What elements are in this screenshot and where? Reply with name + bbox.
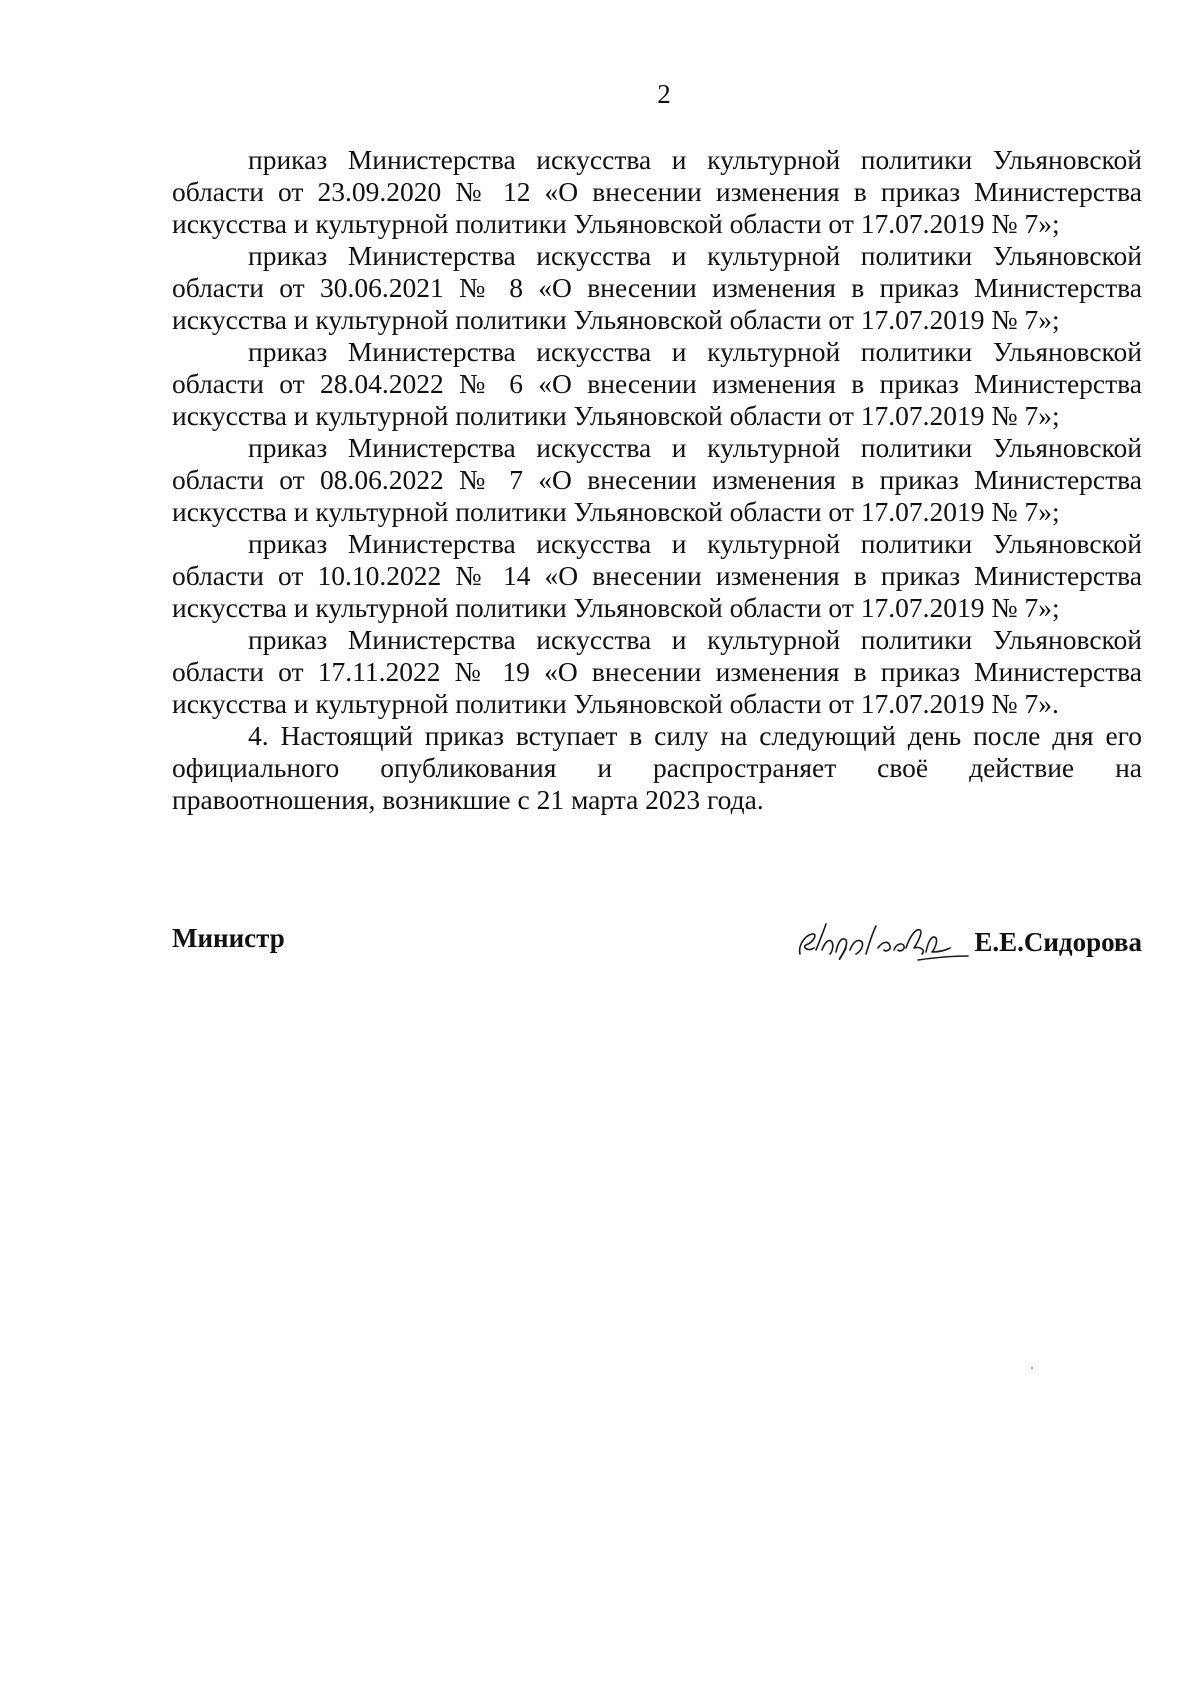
- paragraph-order-2021-06-30: приказ Министерства искусства и культурной политики Ульяновской области от 30.06.2021 № 8 «О внесении изменения в приказ Министерства искусства и культурной политики Ульяновской области от 17.07.2019 № 7»;: [172, 240, 1142, 335]
- paragraph-effective-date: 4. Настоящий приказ вступает в силу на следующий день после дня его официального опубликования и распространяет своё действие на правоотношения, возникшие с 21 марта 2023 года.: [172, 720, 1142, 815]
- signatory-name: Е.Е.Сидорова: [974, 927, 1142, 957]
- paragraph-order-2022-04-28: приказ Министерства искусства и культурной политики Ульяновской области от 28.04.2022 № 6 «О внесении изменения в приказ Министерства искусства и культурной политики Ульяновской области от 17.07.2019 № 7»;: [172, 336, 1142, 431]
- handwritten-signature-icon: [792, 912, 972, 962]
- signatory: [792, 912, 1142, 962]
- signature-block: [172, 922, 1142, 972]
- scan-speck: [1031, 1367, 1033, 1369]
- paragraph-order-2022-06-08: приказ Министерства искусства и культурной политики Ульяновской области от 08.06.2022 № 7 «О внесении изменения в приказ Министерства искусства и культурной политики Ульяновской области от 17.07.2019 № 7»;: [172, 432, 1142, 527]
- signatory-title: Министр: [172, 923, 285, 953]
- paragraph-order-2022-11-17: приказ Министерства искусства и культурной политики Ульяновской области от 17.11.2022 № 19 «О внесении изменения в приказ Министерства искусства и культурной политики Ульяновской области от 17.07.2019 № 7».: [172, 624, 1142, 719]
- page-number: 2: [657, 79, 671, 109]
- document-body: [172, 144, 1142, 816]
- paragraph-order-2020-09-23: приказ Министерства искусства и культурной политики Ульяновской области от 23.09.2020 № 12 «О внесении изменения в приказ Министерства искусства и культурной политики Ульяновской области от 17.07.2019 № 7»;: [172, 144, 1142, 239]
- paragraph-order-2022-10-10: приказ Министерства искусства и культурной политики Ульяновской области от 10.10.2022 № 14 «О внесении изменения в приказ Министерства искусства и культурной политики Ульяновской области от 17.07.2019 № 7»;: [172, 528, 1142, 623]
